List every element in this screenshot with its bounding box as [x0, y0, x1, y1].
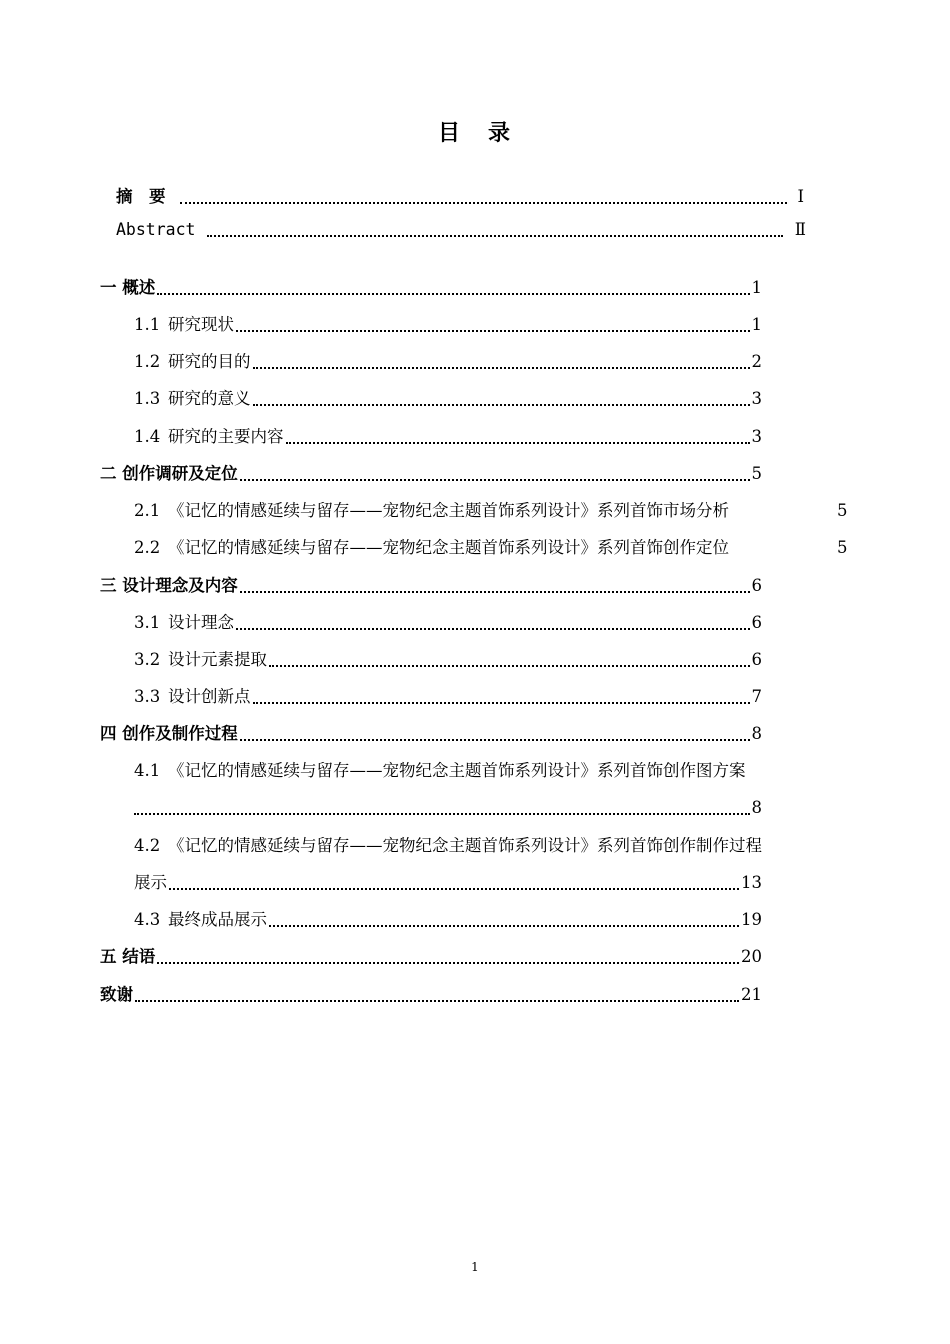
toc-page-number: 2 [751, 352, 762, 371]
leader-dots [134, 813, 750, 815]
toc-page-number: 6 [751, 576, 762, 595]
toc-label: 三 设计理念及内容 [100, 576, 238, 595]
toc-label: 《记忆的情感延续与留存——宠物纪念主题首饰系列设计》系列首饰创作图方案 [168, 761, 746, 780]
toc-entry-chapter-1[interactable] [100, 277, 762, 299]
toc-page-number: 8 [751, 724, 762, 743]
leader-dots [240, 479, 750, 481]
toc-label: 二 创作调研及定位 [100, 464, 238, 483]
title-char-1: 目 [437, 120, 462, 146]
toc-page-number: 5 [837, 501, 848, 520]
toc-label: 设计创新点 [168, 687, 251, 706]
toc-label: Abstract [116, 220, 196, 239]
toc-label: 四 创作及制作过程 [100, 724, 238, 743]
leader-dots [135, 1000, 739, 1002]
toc-label: 研究现状 [168, 315, 234, 334]
toc-entry-1-3[interactable] [134, 388, 762, 410]
toc-entry-chapter-5[interactable] [100, 946, 762, 968]
section-number: 1.1 [134, 315, 161, 334]
section-number: 3.1 [134, 613, 161, 632]
toc-page-number: Ⅰ [797, 187, 804, 206]
section-number: 4.1 [134, 761, 161, 780]
toc-page-number: 19 [741, 910, 762, 929]
toc-label-continuation: 展示 [134, 873, 167, 892]
leader-dots [269, 665, 750, 667]
section-number: 3.3 [134, 687, 161, 706]
toc-label: 《记忆的情感延续与留存——宠物纪念主题首饰系列设计》系列首饰创作制作过程 [168, 836, 762, 855]
toc-label: 最终成品展示 [168, 910, 267, 929]
section-number: 4.2 [134, 836, 161, 855]
leader-dots [157, 962, 739, 964]
leader-dots [169, 888, 739, 890]
toc-entry-3-3[interactable] [134, 686, 762, 708]
toc-page-number: 3 [751, 427, 762, 446]
toc-entry-1-2[interactable] [134, 351, 762, 373]
toc-entry-3-1[interactable] [134, 612, 762, 634]
toc-label: 设计理念 [168, 613, 234, 632]
toc-entry-abstract-cn[interactable] [116, 186, 804, 208]
toc-label: 致谢 [100, 985, 133, 1004]
toc-entry-2-1[interactable] [134, 500, 729, 522]
section-number: 3.2 [134, 650, 161, 669]
toc-label: 研究的主要内容 [168, 427, 284, 446]
toc-page-number: 20 [741, 947, 762, 966]
section-number: 2.2 [134, 538, 161, 557]
section-number: 4.3 [134, 910, 161, 929]
toc-entry-2-2[interactable] [134, 537, 729, 559]
leader-dots [157, 293, 749, 295]
toc-label: 《记忆的情感延续与留存——宠物纪念主题首饰系列设计》系列首饰创作定位 [168, 538, 729, 557]
leader-dots [180, 202, 788, 204]
toc-entry-abstract-en[interactable] [116, 219, 806, 241]
toc-page-number: 5 [751, 464, 762, 483]
toc-page-number: 1 [751, 278, 762, 297]
leader-dots [269, 925, 739, 927]
toc-label: 《记忆的情感延续与留存——宠物纪念主题首饰系列设计》系列首饰市场分析 [168, 501, 729, 520]
toc-entry-1-1[interactable] [134, 314, 762, 336]
section-number: 1.4 [134, 427, 161, 446]
toc-page-number: 3 [751, 389, 762, 408]
leader-dots [253, 702, 750, 704]
toc-page-number: 6 [751, 650, 762, 669]
toc-entry-chapter-2[interactable] [100, 463, 762, 485]
footer-page-number: 1 [471, 1260, 479, 1274]
leader-dots [207, 235, 782, 237]
toc-label: 摘 要 [116, 187, 166, 206]
toc-label: 五 结语 [100, 947, 156, 966]
toc-entry-acknowledgements[interactable] [100, 984, 762, 1006]
leader-dots [236, 628, 750, 630]
toc-page-number: 13 [741, 873, 762, 892]
toc-page-number: 6 [751, 613, 762, 632]
toc-entry-4-3[interactable] [134, 909, 762, 931]
section-number: 1.2 [134, 352, 161, 371]
toc-entry-1-4[interactable] [134, 426, 762, 448]
toc-entry-4-2[interactable] [134, 835, 762, 857]
toc-page-number: 5 [837, 538, 848, 557]
toc-page-number: 7 [751, 687, 762, 706]
leader-dots [240, 591, 750, 593]
toc-entry-4-1[interactable] [134, 760, 746, 782]
leader-dots [253, 404, 750, 406]
section-number: 1.3 [134, 389, 161, 408]
leader-dots [240, 739, 750, 741]
section-number: 2.1 [134, 501, 161, 520]
toc-label: 设计元素提取 [168, 650, 267, 669]
title-char-2: 录 [488, 120, 513, 146]
toc-label: 一 概述 [100, 278, 156, 297]
toc-entry-chapter-4[interactable] [100, 723, 762, 745]
toc-entry-chapter-3[interactable] [100, 575, 762, 597]
toc-entry-3-2[interactable] [134, 649, 762, 671]
toc-entry-4-1-cont[interactable] [134, 797, 762, 819]
toc-page-number: Ⅱ [794, 220, 806, 239]
page-title [0, 116, 950, 147]
leader-dots [253, 367, 750, 369]
toc-page-number: 21 [741, 985, 762, 1004]
leader-dots [236, 330, 750, 332]
toc-entry-4-2-cont[interactable] [134, 872, 762, 894]
toc-label: 研究的目的 [168, 352, 251, 371]
leader-dots [286, 442, 750, 444]
toc-page-number: 1 [751, 315, 762, 334]
toc-page-number: 8 [751, 798, 762, 817]
toc-label: 研究的意义 [168, 389, 251, 408]
